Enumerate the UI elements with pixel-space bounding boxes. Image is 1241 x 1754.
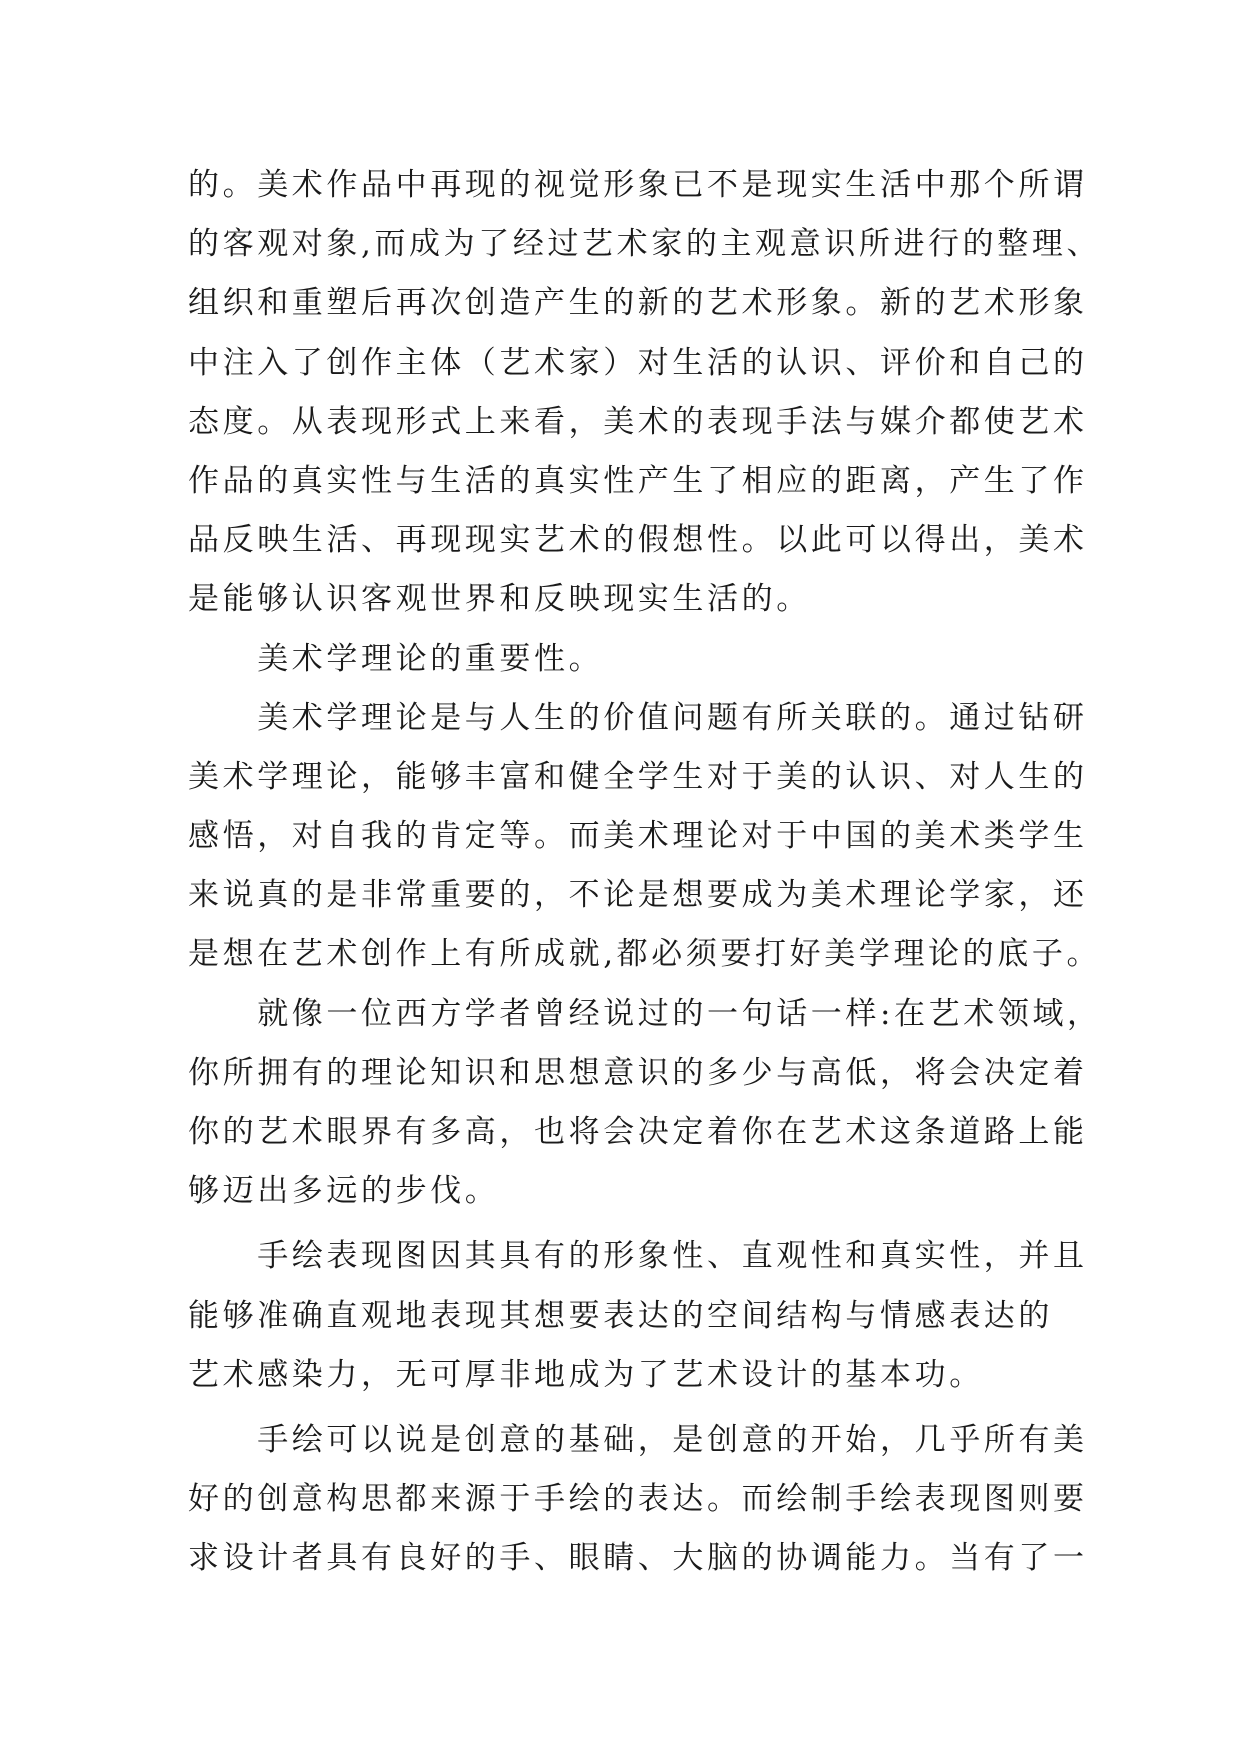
text-line: 美术学理论，能够丰富和健全学生对于美的认识、对人生的 [188,758,1088,795]
body-text [188,156,1102,1589]
text-line: 的客观对象,而成为了经过艺术家的主观意识所进行的整理、 [188,226,1102,263]
paragraph [188,1227,1088,1405]
paragraph [188,985,1102,1222]
text-line: 艺术感染力，无可厚非地成为了艺术设计的基本功。 [188,1356,984,1393]
text-line: 能够准确直观地表现其想要表达的空间结构与情感表达的 [188,1297,1053,1334]
text-line: 感悟，对自我的肯定等。而美术理论对于中国的美术类学生 [188,818,1088,855]
paragraph [188,1411,1088,1589]
text-line: 来说真的是非常重要的，不论是想要成为美术理论学家，还 [188,877,1088,914]
text-line: 是能够认识客观世界和反映现实生活的。 [188,581,811,618]
text-line: 好的创意构思都来源于手绘的表达。而绘制手绘表现图则要 [188,1481,1088,1518]
text-line: 美术学理论的重要性。 [188,640,604,677]
text-line: 作品的真实性与生活的真实性产生了相应的距离，产生了作 [188,462,1088,499]
text-line: 手绘可以说是创意的基础，是创意的开始，几乎所有美 [188,1421,1088,1458]
text-line: 手绘表现图因其具有的形象性、直观性和真实性，并且 [188,1238,1088,1275]
text-line: 够迈出多远的步伐。 [188,1173,500,1210]
paragraph [188,689,1102,985]
text-line: 你的艺术眼界有多高，也将会决定着你在艺术这条道路上能 [188,1114,1088,1150]
text-line: 是想在艺术创作上有所成就,都必须要打好美学理论的底子。 [188,936,1102,973]
text-line: 美术学理论是与人生的价值问题有所关联的。通过钻研 [188,699,1088,736]
text-line: 品反映生活、再现现实艺术的假想性。以此可以得出，美术 [188,522,1088,559]
text-line: 求设计者具有良好的手、眼睛、大脑的协调能力。当有了一 [188,1540,1088,1577]
text-line: 中注入了创作主体（艺术家）对生活的认识、评价和自己的 [188,344,1088,381]
paragraph [188,156,1102,630]
text-line: 态度。从表现形式上来看，美术的表现手法与媒介都使艺术 [188,403,1088,440]
section-heading [188,630,1088,689]
text-line: 就像一位西方学者曾经说过的一句话一样:在艺术领域， [188,995,1102,1032]
text-line: 组织和重塑后再次创造产生的新的艺术形象。新的艺术形象 [188,285,1088,322]
text-line: 的。美术作品中再现的视觉形象已不是现实生活中那个所谓 [188,167,1088,203]
text-line: 你所拥有的理论知识和思想意识的多少与高低，将会决定着 [188,1054,1088,1091]
